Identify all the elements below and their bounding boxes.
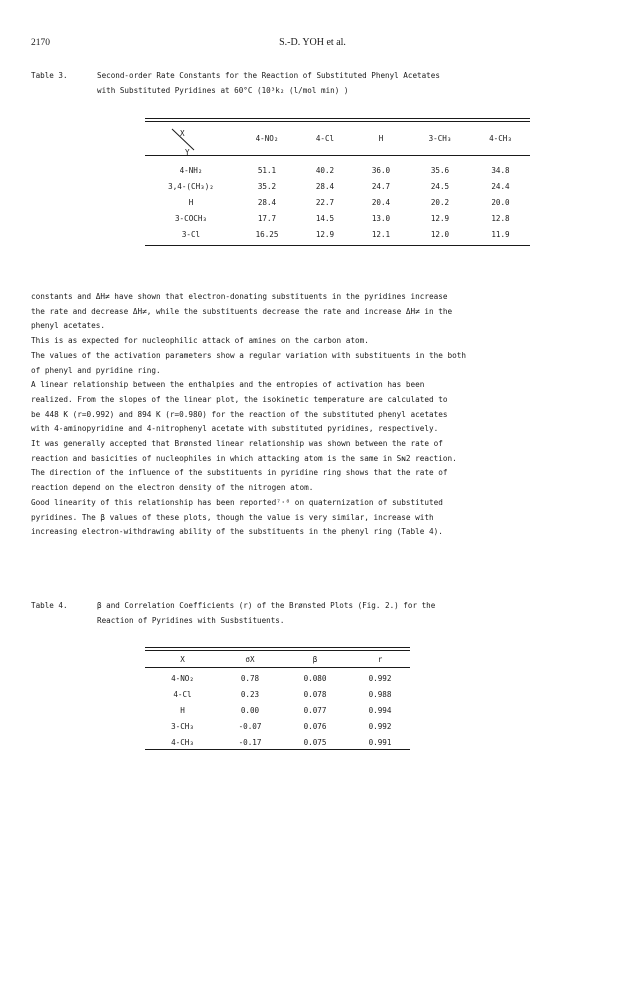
body-line: of phenyl and pyridine ring.: [31, 365, 161, 375]
body-line: It was generally accepted that Brønsted linear relationship was shown between the rate of: [31, 439, 443, 449]
table3-caption-line1: Second-order Rate Constants for the Reaction of Substituted Phenyl Acetates: [97, 71, 440, 80]
table3-corner-cell: [145, 122, 237, 155]
table4-cell-r: 0.994: [368, 705, 392, 715]
body-line: be 448 K (r=0.992) and 894 K (r=0.980) for the reaction of the substituted phenyl acetates: [31, 409, 448, 419]
table4-cell-r: 0.992: [368, 721, 392, 731]
table-row: [145, 210, 530, 226]
body-line: with 4-aminopyridine and 4-nitrophenyl acetate with substituted pyridines, respectively.: [31, 424, 439, 434]
table3-cell: 51.1: [257, 165, 277, 175]
body-line: phenyl acetates.: [31, 321, 106, 331]
table3-cell: 20.2: [430, 197, 450, 207]
table-row: [145, 194, 530, 210]
table3-cell: 22.7: [315, 197, 335, 207]
table4-cell-x: 4-NO₂: [171, 673, 194, 683]
table-row: [145, 670, 410, 686]
table3-top-rule: [145, 118, 530, 119]
table3-cell: 16.25: [255, 229, 279, 239]
table3-caption-line2: with Substituted Pyridines at 60°C (10³k₂ (l/mol min) ): [97, 86, 349, 95]
body-line: This is as expected for nucleophilic attack of amines on the carbon atom.: [31, 336, 369, 346]
table3-row-label: 4-NH₂: [179, 165, 203, 175]
page-number: 2170: [31, 38, 50, 48]
table4-cell-x: H: [180, 705, 185, 715]
table-row: [145, 178, 530, 194]
table3-cell: 20.4: [371, 197, 391, 207]
table3-row-label: H: [188, 197, 194, 207]
table3-cell: 12.1: [371, 229, 391, 239]
table3-cell: 12.8: [491, 213, 510, 223]
table4-caption-line2: Reaction of Pyridines with Susbstituents.: [97, 616, 285, 625]
body-line: The direction of the influence of the substituents in pyridine ring shows that the rate of: [31, 468, 448, 478]
table3-row-label: 3-COCH₃: [174, 213, 207, 223]
body-line: pyridines. The β values of these plots, though the value is very similar, increase with: [31, 512, 434, 522]
table4-cell-sigma: 0.23: [240, 689, 260, 699]
table3-cell: 40.2: [315, 165, 335, 175]
table3-caption: [31, 68, 611, 100]
body-line: Good linearity of this relationship has been reported⁷˒⁸ on quaternization of substituted: [31, 497, 443, 507]
table-row: [145, 162, 530, 178]
table3-cell: 24.7: [371, 181, 391, 191]
table3-row-label: 3,4-(CH₃)₂: [168, 181, 214, 191]
table3-cell: 20.0: [491, 197, 510, 207]
table3-header-row: [145, 122, 530, 155]
table3-cell: 14.5: [315, 213, 335, 223]
body-line: the rate and decrease ΔH≠, while the substituents decrease the rate and increase ΔH≠ in the: [31, 306, 453, 316]
table3-cell: 12.9: [430, 213, 450, 223]
table3-col-header: H: [378, 134, 384, 143]
table3-col-header: 4-CH₃: [489, 134, 512, 143]
table4-cell-r: 0.991: [368, 737, 392, 747]
table3-corner-y: Y: [185, 148, 190, 157]
table3-cell: 11.9: [491, 229, 510, 239]
body-line: reaction depend on the electron density of the nitrogen atom.: [31, 483, 314, 493]
table-row: [145, 718, 410, 734]
table3-corner-x: X: [180, 129, 185, 138]
table-row: [145, 686, 410, 702]
body-line: increasing electron-withdrawing ability of the substituents in the phenyl ring (Table 4).: [31, 527, 443, 537]
table3-col-header: 4-NO₂: [255, 134, 279, 143]
table3-label: Table 3.: [31, 71, 68, 80]
table4-cell-sigma: -0.17: [238, 737, 262, 747]
table3-row-label: 3-Cl: [181, 229, 201, 239]
table3-cell: 17.7: [257, 213, 277, 223]
table4-top-rule: [145, 647, 410, 648]
body-line: realized. From the slopes of the linear plot, the isokinetic temperature are calculated to: [31, 394, 448, 404]
table3-cell: 24.4: [491, 181, 510, 191]
table4-cell-sigma: -0.07: [238, 721, 262, 731]
running-head: S.-D. YOH et al.: [279, 37, 346, 48]
table4-cell-x: 4-CH₃: [171, 737, 194, 747]
body-line: reaction and basicities of nucleophiles in which attacking atom is the same in Sɴ2 reaction.: [31, 453, 457, 463]
table4-cell-x: 4-Cl: [173, 689, 192, 699]
body-text: [31, 290, 601, 540]
table3-cell: 34.8: [491, 165, 510, 175]
table3-bottom-rule: [145, 245, 530, 246]
table4-cell-beta: 0.077: [303, 705, 327, 715]
table4-label: Table 4.: [31, 601, 68, 610]
table4-cell-beta: 0.080: [303, 673, 327, 683]
table3-cell: 36.0: [371, 165, 391, 175]
table-row: [145, 734, 410, 750]
table-row: [145, 226, 530, 242]
table3-cell: 28.4: [257, 197, 277, 207]
table3: [145, 122, 530, 242]
table4-caption: [31, 598, 611, 630]
table4-caption-line1: β and Correlation Coefficients (r) of the Brønsted Plots (Fig. 2.) for the: [97, 601, 436, 610]
table4-cell-beta: 0.075: [303, 737, 327, 747]
table3-cell: 12.0: [430, 229, 450, 239]
table4-cell-beta: 0.078: [303, 689, 327, 699]
table4-col-header: r: [377, 654, 383, 664]
table4-cell-x: 3-CH₃: [171, 721, 194, 731]
table3-cell: 28.4: [315, 181, 335, 191]
body-line: constants and ΔH≠ have shown that electron-donating substituents in the pyridines increase: [31, 292, 448, 301]
table-row: [145, 702, 410, 718]
table3-col-header: 4-Cl: [315, 134, 335, 143]
table4-col-header: σX: [245, 654, 255, 664]
table4-cell-r: 0.992: [368, 673, 392, 683]
table4: [145, 651, 410, 750]
table3-cell: 12.9: [315, 229, 335, 239]
table4-header-row: [145, 651, 410, 667]
table4-cell-beta: 0.076: [303, 721, 327, 731]
table3-cell: 35.2: [257, 181, 277, 191]
table3-cell: 13.0: [371, 213, 391, 223]
table4-cell-sigma: 0.78: [240, 673, 260, 683]
table3-cell: 35.6: [430, 165, 450, 175]
table4-cell-sigma: 0.00: [240, 705, 260, 715]
body-line: A linear relationship between the enthalpies and the entropies of activation has been: [31, 380, 425, 390]
table4-col-header: X: [180, 654, 185, 664]
body-line: The values of the activation parameters show a regular variation with substituents in the both: [31, 350, 467, 360]
table3-cell: 24.5: [430, 181, 450, 191]
table3-col-header: 3-CH₃: [428, 134, 452, 143]
table4-col-header: β: [312, 654, 318, 664]
table4-cell-r: 0.988: [368, 689, 392, 699]
